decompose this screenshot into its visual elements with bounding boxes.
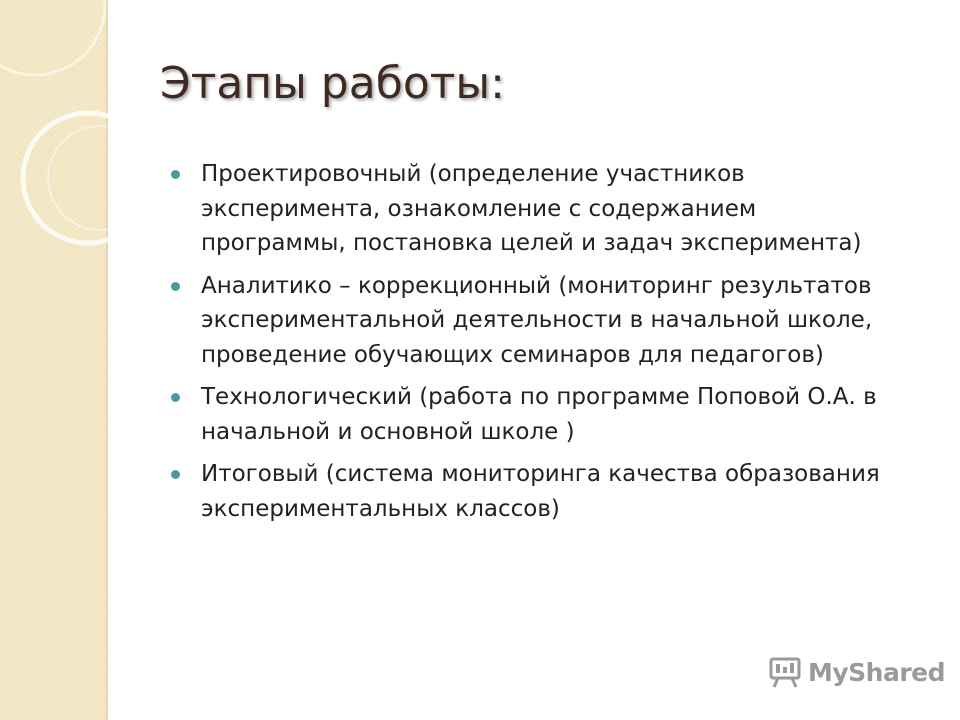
bullet-item <box>171 157 891 261</box>
bullet-text: Аналитико – коррекционный (мониторинг результатов экспериментальной деятельности в начальной школе, проведение обучающих семинаров для педагогов) <box>201 272 873 368</box>
bullet-dot-icon <box>171 470 180 479</box>
decorative-circles <box>0 0 108 720</box>
bullet-item <box>171 380 891 449</box>
bullet-text: Технологический (работа по программе Поповой О.А. в начальной и основной школе ) <box>201 384 877 445</box>
slide-title: Этапы работы: <box>160 58 505 109</box>
myshared-watermark <box>768 655 945 689</box>
bullet-list <box>171 157 891 534</box>
bullet-dot-icon <box>171 170 180 179</box>
watermark-text: MyShared <box>808 657 946 687</box>
bullet-item <box>171 457 891 526</box>
bullet-item <box>171 269 891 373</box>
bullet-text: Проектировочный (определение участников эксперимента, ознакомление с содержанием программы, постановка целей и задач эксперимента) <box>201 161 862 256</box>
presentation-board-icon <box>768 655 802 689</box>
bullet-dot-icon <box>171 393 180 402</box>
bullet-dot-icon <box>171 282 180 291</box>
bullet-text: Итоговый (система мониторинга качества образования экспериментальных классов) <box>201 461 880 522</box>
